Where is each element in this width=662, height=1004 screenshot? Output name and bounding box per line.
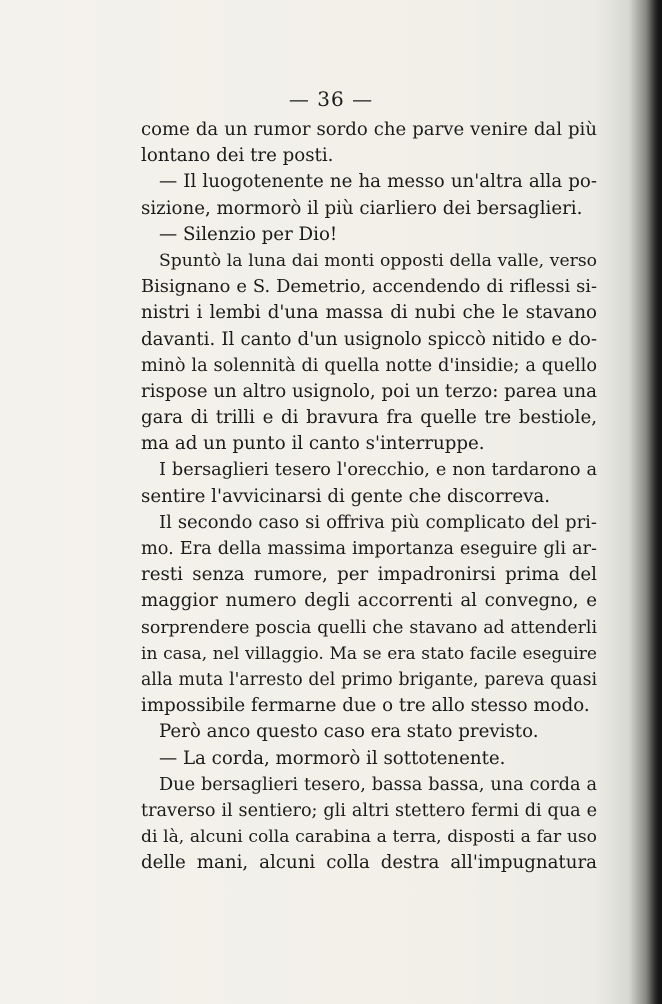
- text-line: ma ad un punto il canto s'interruppe.: [141, 433, 485, 455]
- text-line: in casa, nel villaggio. Ma se era stato facile eseguire: [141, 643, 597, 664]
- text-line: I bersaglieri tesero l'orecchio, e non tardarono a: [159, 460, 597, 481]
- text-line: di là, alcuni colla carabina a terra, disposti a far uso: [141, 827, 597, 848]
- text-line: come da un rumor sordo che parve venire dal più: [141, 119, 597, 140]
- text-line: Il secondo caso si offriva più complicato del pri-: [159, 511, 597, 533]
- text-line: impossibile fermarne due o tre allo stesso modo.: [141, 695, 590, 717]
- text-line: Due bersaglieri tesero, bassa bassa, una corda a: [159, 774, 597, 795]
- text-line: davanti. Il canto d'un usignolo spiccò nitido e do-: [141, 328, 597, 350]
- text-line: — Il luogotenente ne ha messo un'altra alla po-: [159, 171, 597, 193]
- text-line: Però anco questo caso era stato previsto.: [159, 721, 539, 743]
- text-line: sentire l'avvicinarsi di gente che discorreva.: [141, 485, 551, 507]
- text-line: mo. Era della massima importanza eseguire gli ar-: [141, 539, 597, 559]
- text-line: minò la solennità di quella notte d'insidie; a quello: [141, 355, 597, 376]
- text-line: resti senza rumore, per impadronirsi prima del: [141, 564, 597, 586]
- text-line: Spuntò la luna dai monti opposti della valle, verso: [159, 250, 597, 271]
- text-line: traverso il sentiero; gli altri stettero fermi di qua e: [141, 800, 597, 821]
- text-line: delle mani, alcuni colla destra all'impugnatura: [141, 852, 597, 874]
- text-line: sorprendere poscia quelli che stavano ad attenderli: [141, 617, 597, 638]
- text-line: maggior numero degli accorrenti al convegno, e: [141, 590, 597, 612]
- text-line: alla muta l'arresto del primo brigante, pareva quasi: [141, 669, 597, 690]
- text-line: rispose un altro usignolo, poi un terzo: parea una: [141, 380, 597, 402]
- text-line: sizione, mormorò il più ciarliero dei bersaglieri.: [141, 197, 583, 219]
- text-line: lontano dei tre posti.: [141, 145, 334, 167]
- text-line: Bisignano e S. Demetrio, accendendo di riflessi si-: [141, 276, 597, 298]
- body-text: [141, 117, 597, 876]
- text-line: gara di trilli e di bravura fra quelle tre bestiole,: [141, 407, 597, 429]
- binding-edge-shadow: [646, 0, 662, 1004]
- text-line: nistri i lembi d'una massa di nubi che le stavano: [141, 302, 597, 324]
- text-line: — Silenzio per Dio!: [159, 223, 338, 245]
- page-number: — 36 —: [288, 87, 374, 111]
- text-line: — La corda, mormorò il sottotenente.: [159, 747, 506, 769]
